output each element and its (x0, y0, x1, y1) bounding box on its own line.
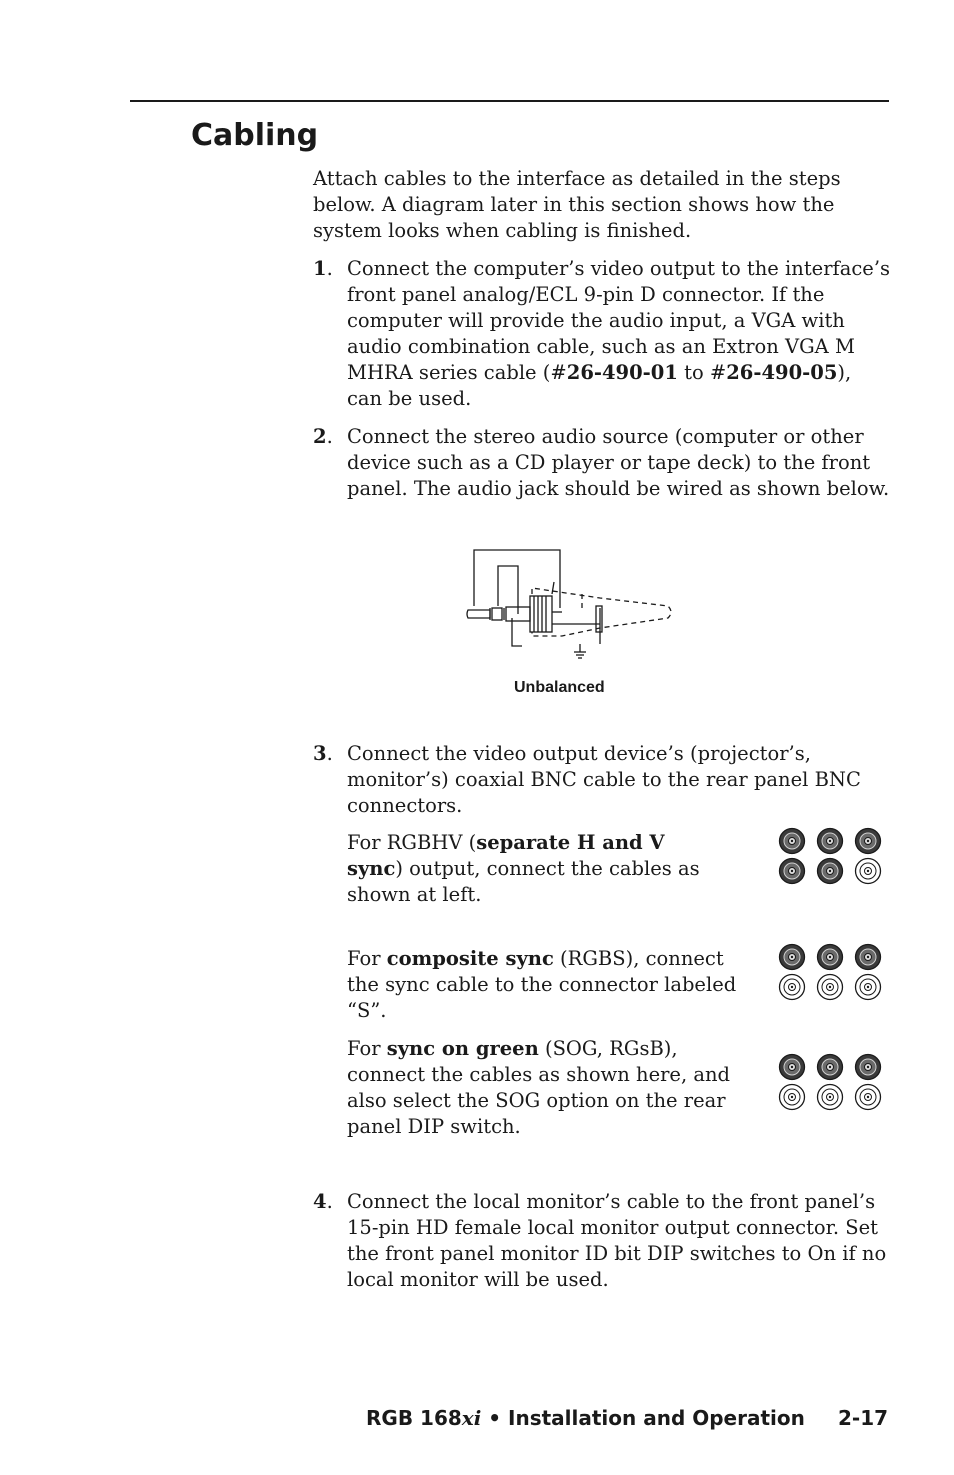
step-4-text: Connect the local monitor’s cable to the front panel’s 15-pin HD female local monitor output connector. Set the front panel monitor ID bit DIP switches to On if no local monitor will be used. (347, 1190, 887, 1291)
part-number-2: 26-490-05 (726, 361, 838, 384)
bnc-connector-icon (780, 945, 805, 970)
audio-diagram-caption: Unbalanced (514, 679, 605, 696)
bnc-connectors-sog (776, 1052, 884, 1112)
sync-option-sog: For sync on green (SOG, RGsB), connect the cables as shown here, and also select the SOG option on the rear panel DIP switch. (347, 1037, 731, 1138)
bnc-connector-icon (818, 1055, 843, 1080)
intro-paragraph: Attach cables to the interface as detailed in the steps below. A diagram later in this section shows how the system looks when cabling is finished. (313, 167, 841, 242)
bnc-connector-icon (818, 829, 843, 854)
step-3-text: Connect the video output device’s (projector’s, monitor’s) coaxial BNC cable to the rear panel BNC connectors. (347, 742, 861, 817)
step-4-number: 4. (313, 1190, 333, 1213)
bnc-connector-icon (780, 859, 805, 884)
sync-option-rgbhv: For RGBHV (separate H and V sync) output, connect the cables as shown at left. (347, 831, 700, 906)
step-2-text: Connect the stereo audio source (computer or other device such as a CD player or tape deck) to the front panel. The audio jack should be wired as shown below. (347, 425, 890, 500)
bnc-connector-icon (856, 859, 881, 884)
page-number: 2-17 (838, 1406, 889, 1430)
step-2-number: 2. (313, 425, 333, 448)
bnc-connectors-rgbhv (776, 826, 884, 886)
bnc-connector-icon (818, 945, 843, 970)
bnc-connector-icon (856, 829, 881, 854)
bnc-connector-icon (818, 1085, 843, 1110)
footer-product-line: RGB 168xi • Installation and Operation (366, 1406, 805, 1430)
sync-option-composite: For composite sync (RGBS), connect the sync cable to the connector labeled “S”. (347, 947, 737, 1022)
audio-jack-diagram (462, 544, 682, 666)
step-3-number: 3. (313, 742, 333, 765)
bnc-connector-icon (856, 975, 881, 1000)
bnc-connector-icon (818, 859, 843, 884)
bnc-connectors-rgbs (776, 942, 884, 1002)
header-rule (130, 100, 889, 102)
bnc-connector-icon (780, 1055, 805, 1080)
bnc-connector-icon (780, 1085, 805, 1110)
bnc-connector-icon (856, 1085, 881, 1110)
bnc-connector-icon (818, 975, 843, 1000)
part-number-1: 26-490-01 (566, 361, 678, 384)
bnc-connector-icon (780, 975, 805, 1000)
section-title: Cabling (191, 118, 319, 153)
bnc-connector-icon (856, 1055, 881, 1080)
step-1-number: 1. (313, 257, 333, 280)
bnc-connector-icon (780, 829, 805, 854)
step-1-text: Connect the computer’s video output to the interface’s front panel analog/ECL 9-pin D connector. If the computer will provide the audio input, a VGA with audio combination cable, such as an Extron VGA M MHRA series cable (#26-490-01 to #26-490-05), can be used. (347, 257, 891, 410)
bnc-connector-icon (856, 945, 881, 970)
